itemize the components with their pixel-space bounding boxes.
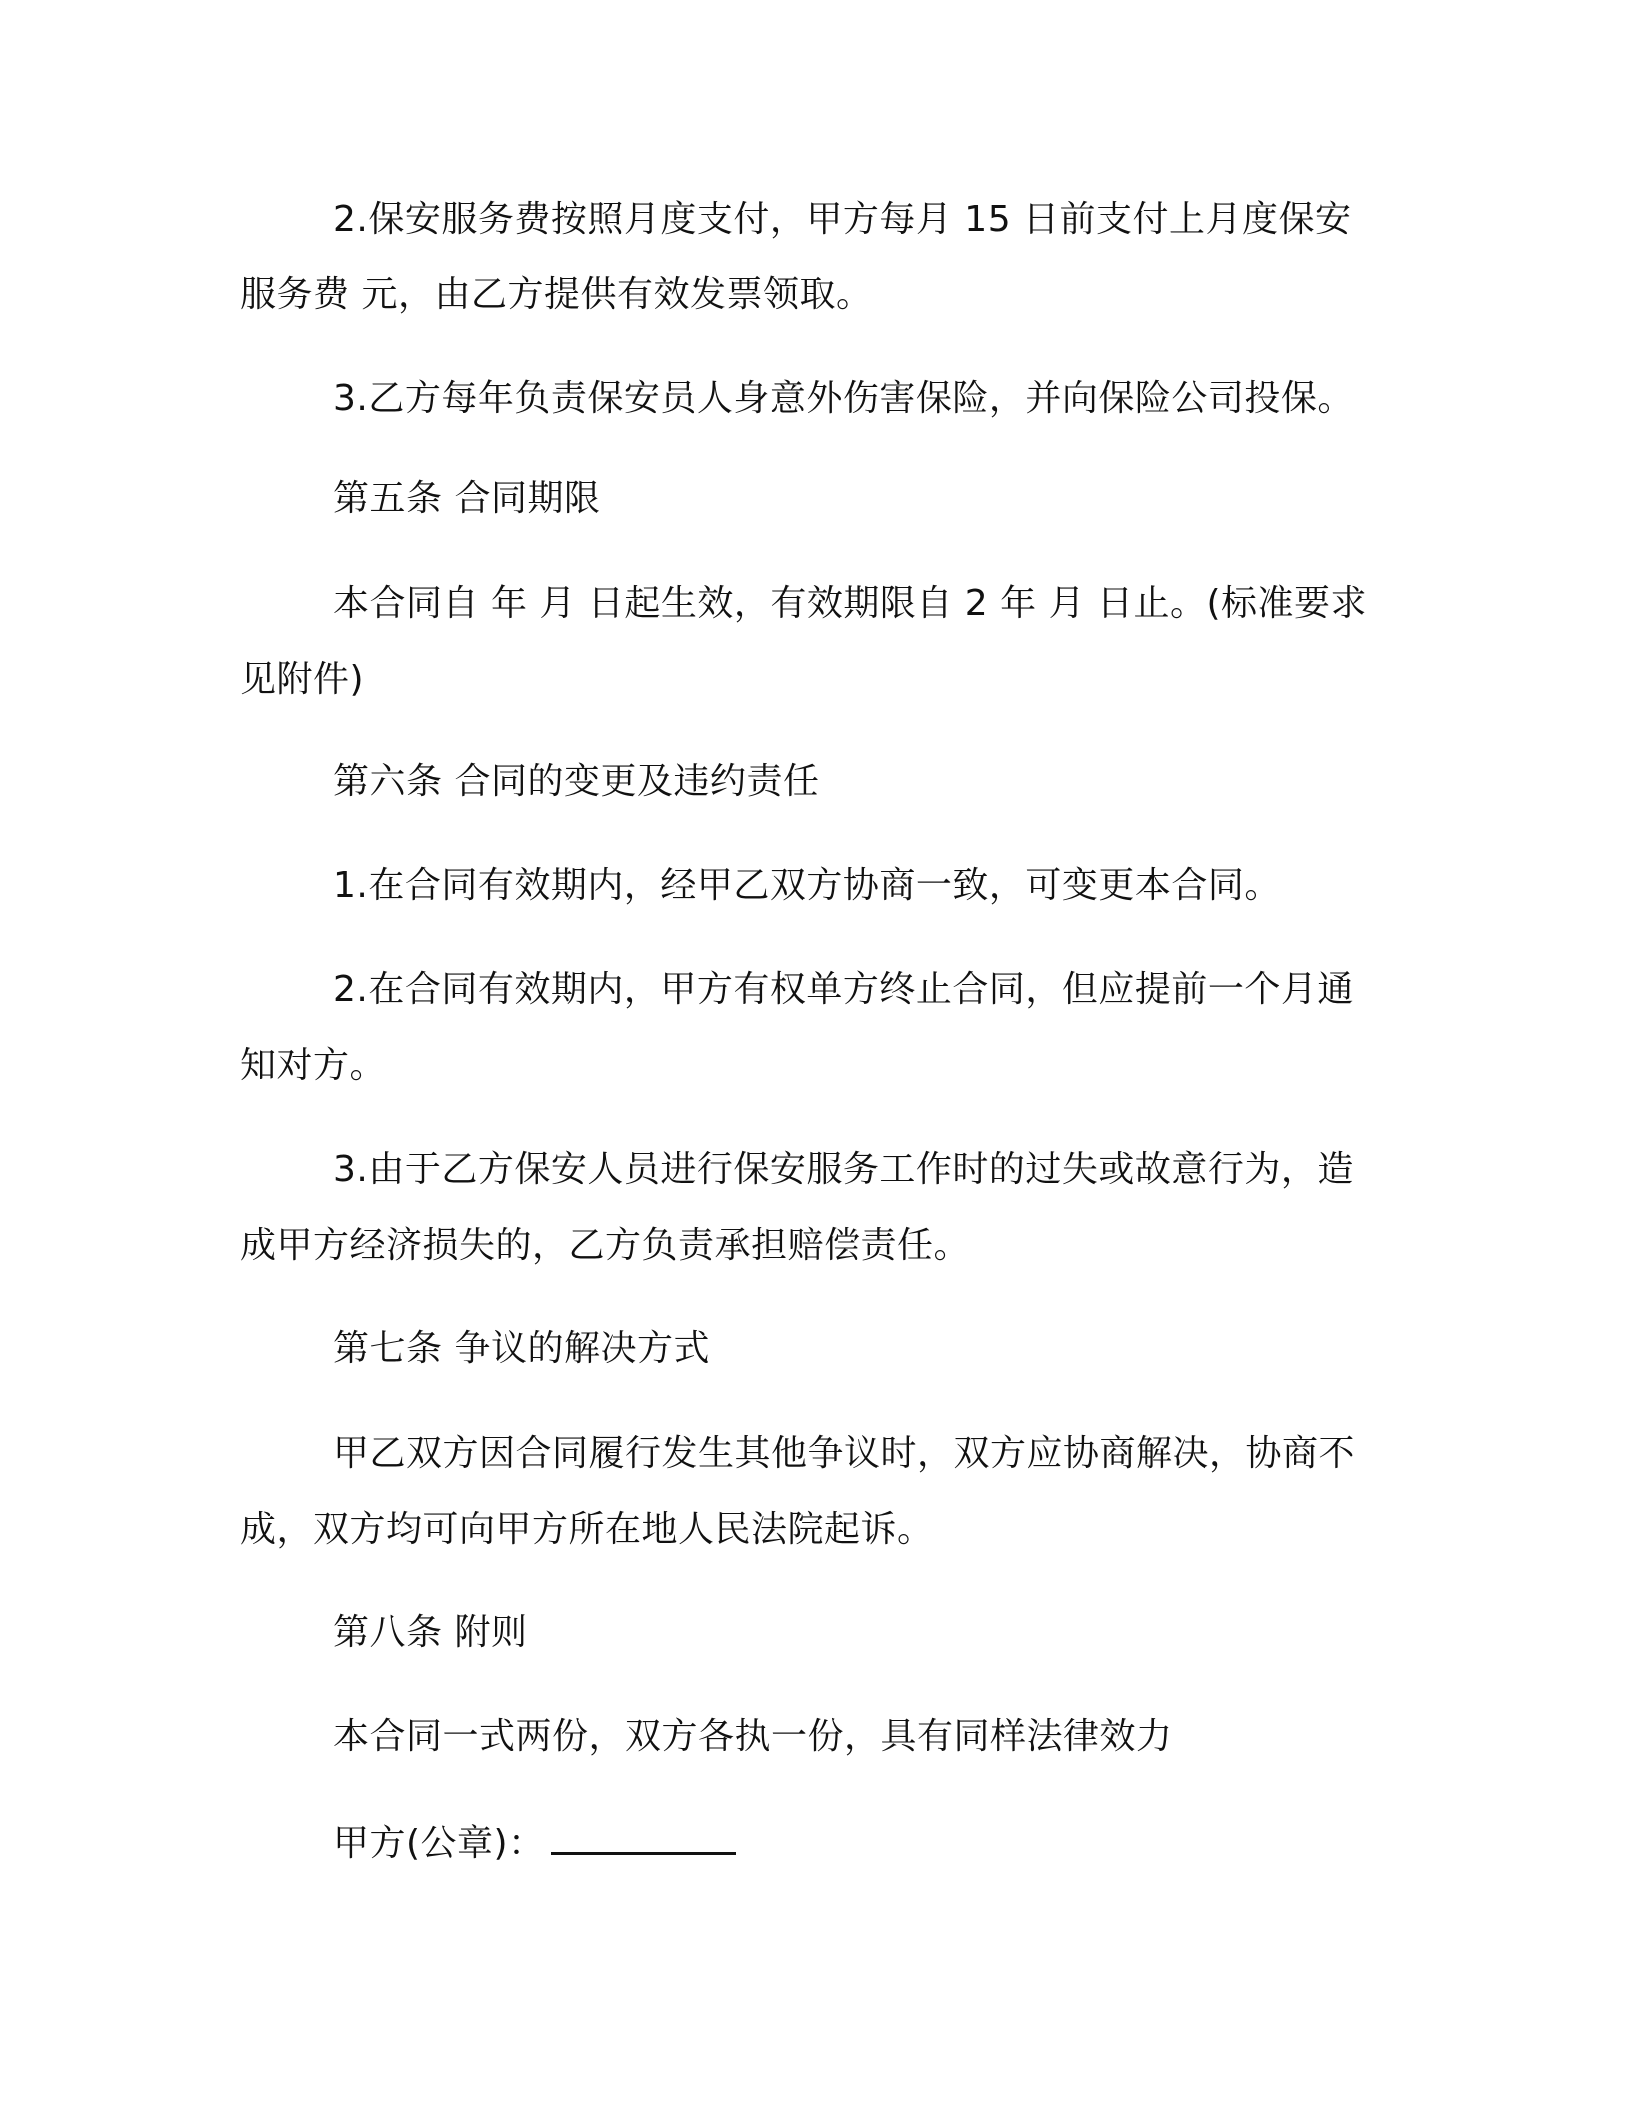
paragraph-fee-payment-line-2: 服务费 元，由乙方提供有效发票领取。 [240, 274, 873, 315]
signature-blank-line[interactable] [551, 1816, 736, 1855]
paragraph-insurance: 3.乙方每年负责保安员人身意外伤害保险，并向保险公司投保。 [333, 378, 1354, 419]
paragraph-change-3-line-2: 成甲方经济损失的，乙方负责承担赔偿责任。 [240, 1225, 971, 1266]
heading-article-8: 第八条 附则 [333, 1612, 528, 1653]
paragraph-dispute-line-1: 甲乙双方因合同履行发生其他争议时，双方应协商解决，协商不 [333, 1433, 1356, 1474]
paragraph-dispute-line-2: 成，双方均可向甲方所在地人民法院起诉。 [240, 1509, 934, 1550]
paragraph-copies: 本合同一式两份，双方各执一份，具有同样法律效力 [333, 1716, 1173, 1757]
heading-article-7: 第七条 争议的解决方式 [333, 1328, 710, 1369]
paragraph-fee-payment-line-1: 2.保安服务费按照月度支付，甲方每月 15 日前支付上月度保安 [333, 199, 1352, 240]
paragraph-change-2-line-2: 知对方。 [240, 1045, 387, 1086]
heading-article-5: 第五条 合同期限 [333, 478, 601, 519]
signature-party-a [333, 1816, 736, 1868]
signature-party-a-label: 甲方(公章)： [333, 1823, 545, 1864]
paragraph-change-1: 1.在合同有效期内，经甲乙双方协商一致，可变更本合同。 [333, 865, 1281, 906]
paragraph-change-2-line-1: 2.在合同有效期内，甲方有权单方终止合同，但应提前一个月通 [333, 969, 1354, 1010]
heading-article-6: 第六条 合同的变更及违约责任 [333, 761, 820, 802]
paragraph-term-line-2: 见附件) [240, 659, 365, 700]
paragraph-change-3-line-1: 3.由于乙方保安人员进行保安服务工作时的过失或故意行为，造 [333, 1149, 1354, 1190]
paragraph-term-line-1: 本合同自 年 月 日起生效，有效期限自 2 年 月 日止。(标准要求 [333, 583, 1368, 624]
